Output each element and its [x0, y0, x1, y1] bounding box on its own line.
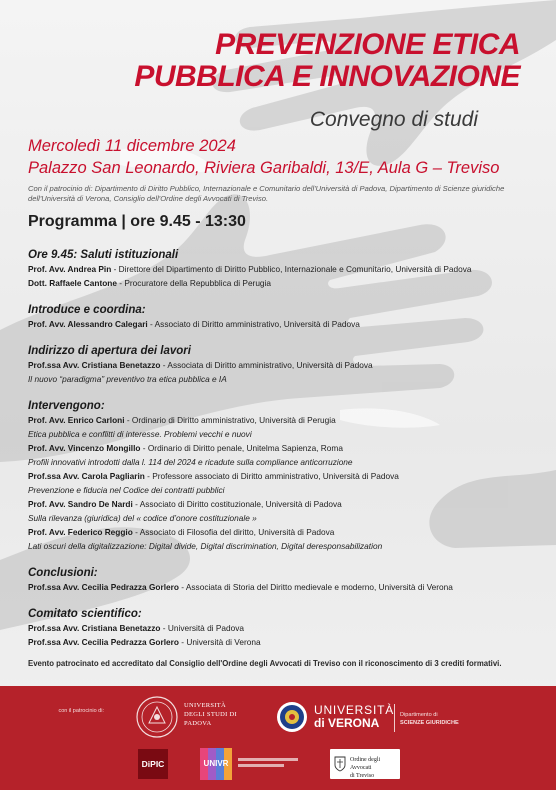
speaker-role: - Ordinario di Diritto penale, Unitelma Sapienza, Roma: [140, 443, 343, 453]
verona-logo-line2: di VERONA: [314, 715, 380, 730]
avvocati-logo-text: [350, 756, 400, 780]
section-heading: Comitato scientifico:: [28, 608, 142, 620]
program-title: Programma | ore 9.45 - 13:30: [28, 213, 246, 230]
section-saluti: [28, 249, 548, 290]
speaker-role: - Università di Verona: [178, 637, 261, 647]
speaker-line: [28, 497, 548, 511]
event-venue: Palazzo San Leonardo, Riviera Garibaldi, 13/E, Aula G – Treviso: [28, 159, 500, 177]
speaker-line: [28, 469, 548, 483]
univr-logo-text: UNIVR: [203, 759, 229, 768]
speaker-line: [28, 358, 548, 372]
talk-title: Il nuovo “paradigma” preventivo tra etica pubblica e IA: [28, 374, 227, 384]
speaker-role: - Professore associato di Diritto amministrativo, Università di Padova: [144, 471, 399, 481]
speaker-line: [28, 262, 548, 276]
speaker-line: [28, 413, 548, 427]
speaker-name: Prof.ssa Avv. Cecilia Pedrazza Gorlero: [28, 582, 179, 592]
speaker-name: Prof.ssa Avv. Cecilia Pedrazza Gorlero: [28, 637, 179, 647]
speaker-name: Prof. Avv. Andrea Pin: [28, 264, 112, 274]
dipic-logo: DiPIC: [138, 749, 168, 779]
speaker-name: Prof.ssa Avv. Cristiana Benetazzo: [28, 623, 161, 633]
verona-dept-line1: Dipartimento di: [400, 712, 438, 718]
avvocati-crest-icon: [334, 756, 346, 772]
speaker-role: - Università di Padova: [160, 623, 244, 633]
section-introduce: [28, 304, 548, 331]
patronage-text: Con il patrocinio di: Dipartimento di Diritto Pubblico, Internazionale e Comunitario dell'Università di Padova, Dipartimento di Scienze giuridiche dell'Università di Verona, Consiglio dell'Ordine degli Avvocati di Treviso.: [28, 184, 505, 204]
talk-title: Lati oscuri della digitalizzazione: Digital divide, Digital discrimination, Digital deresponsabilization: [28, 541, 383, 551]
padova-logo-text: UNIVERSITÀ DEGLI STUDI DI PADOVA: [184, 702, 237, 727]
speaker-role: - Associato di Diritto amministrativo, Università di Padova: [147, 319, 360, 329]
section-heading: Indirizzo di apertura dei lavori: [28, 345, 191, 357]
speaker-name: Prof. Avv. Vincenzo Mongillo: [28, 443, 141, 453]
accreditation-note: Evento patrocinato ed accreditato dal Consiglio dell'Ordine degli Avvocati di Treviso con il riconoscimento di 3 crediti formativi.: [28, 659, 502, 668]
speaker-line: [28, 441, 548, 455]
avvocati-line1: Ordine degli Avvocati: [350, 757, 381, 772]
speaker-role: - Associato di Filosofia del diritto, Università di Padova: [132, 527, 335, 537]
section-comitato: [28, 608, 548, 649]
section-conclusioni: [28, 567, 548, 594]
verona-seal-icon: [276, 701, 308, 733]
poster-title-line1: PREVENZIONE ETICA: [215, 28, 520, 61]
speaker-name: Prof. Avv. Enrico Carloni: [28, 415, 125, 425]
section-apertura: [28, 345, 548, 386]
univr-logo-subtext-icon: [238, 756, 298, 770]
speaker-name: Dott. Raffaele Cantone: [28, 278, 117, 288]
speaker-line: [28, 317, 548, 331]
speaker-role: - Associata di Storia del Diritto medievale e moderno, Università di Verona: [178, 582, 453, 592]
padova-seal-icon: [136, 696, 178, 738]
avvocati-logo-box: [330, 749, 400, 779]
verona-dept-text: [400, 712, 510, 728]
footer-patronage-label: con il patrocinio di:: [58, 708, 104, 714]
speaker-line: [28, 635, 548, 649]
speaker-line: [28, 276, 548, 290]
speaker-line: [28, 580, 548, 594]
speaker-line: [28, 621, 548, 635]
speaker-role: - Associata di Diritto amministrativo, Università di Padova: [160, 360, 373, 370]
section-intervengono: [28, 400, 548, 553]
verona-logo-line1: UNIVERSITÀ: [314, 703, 395, 717]
verona-logo-text: [314, 704, 394, 729]
talk-title: Etica pubblica e conflitti di interesse. Problemi vecchi e nuovi: [28, 429, 252, 439]
speaker-name: Prof. Avv. Alessandro Calegari: [28, 319, 148, 329]
poster-title-line2: PUBBLICA E INNOVAZIONE: [134, 60, 520, 93]
section-heading: Intervengono:: [28, 400, 105, 412]
event-date: Mercoledì 11 dicembre 2024: [28, 137, 236, 155]
talk-title: Prevenzione e fiducia nel Codice dei contratti pubblici: [28, 485, 225, 495]
talk-title: Profili innovativi introdotti dalla l. 114 del 2024 e ricadute sulla compliance anticorruzione: [28, 457, 353, 467]
speaker-role: - Procuratore della Repubblica di Perugia: [116, 278, 272, 288]
verona-dept-line2: SCIENZE GIURIDICHE: [400, 719, 459, 726]
speaker-name: Prof. Avv. Sandro De Nardi: [28, 499, 133, 509]
section-heading: Ore 9.45: Saluti istituzionali: [28, 249, 179, 261]
speaker-name: Prof.ssa Avv. Cristiana Benetazzo: [28, 360, 161, 370]
section-heading: Conclusioni:: [28, 567, 98, 579]
poster-subtitle: Convegno di studi: [309, 108, 478, 131]
speaker-name: Prof. Avv. Federico Reggio: [28, 527, 133, 537]
speaker-line: [28, 525, 548, 539]
verona-logo-divider: [394, 704, 395, 732]
speaker-role: - Associato di Diritto costituzionale, Università di Padova: [132, 499, 342, 509]
speaker-role: - Ordinario di Diritto amministrativo, Università di Perugia: [124, 415, 336, 425]
talk-title: Sulla rilevanza (giuridica) del « codice d’onore costituzionale »: [28, 513, 257, 523]
speaker-name: Prof.ssa Avv. Carola Pagliarin: [28, 471, 145, 481]
section-heading: Introduce e coordina:: [28, 304, 146, 316]
avvocati-line2: di Treviso: [350, 773, 375, 780]
speaker-role: - Direttore del Dipartimento di Diritto Pubblico, Internazionale e Comunitario, Università di Padova: [111, 264, 472, 274]
